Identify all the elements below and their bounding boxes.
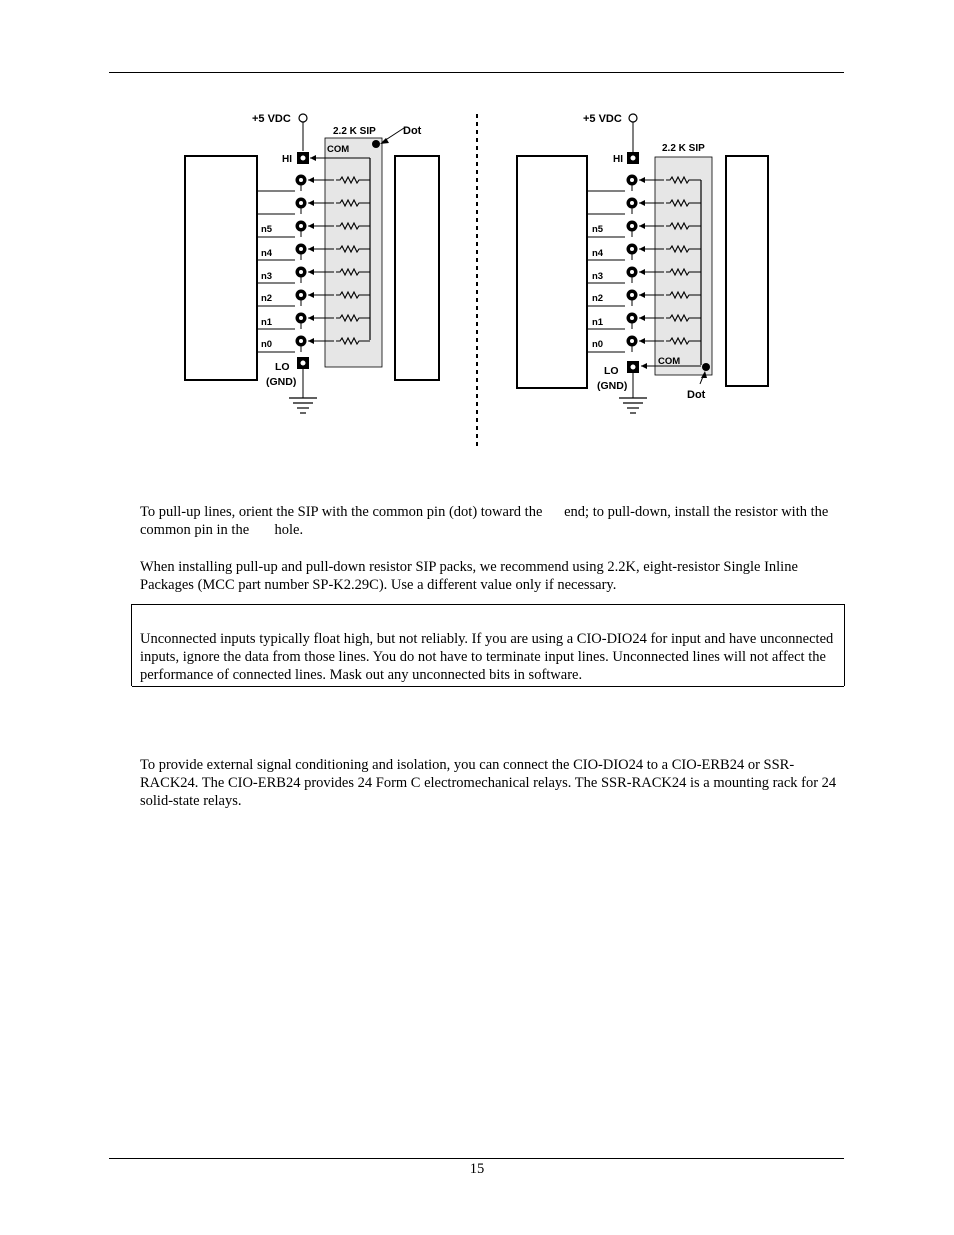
pull-up-instructions: To pull-up lines, orient the SIP with the common pin (dot) toward the end; to pull-down, install the resistor with the common pin in the hole. [140,504,832,538]
left-pin-n1: n1 [261,317,273,328]
right-sip-label: 2.2 K SIP [662,143,705,154]
right-pin-n1: n1 [592,317,604,328]
right-gnd-label: (GND) [597,380,628,392]
left-pin-n3: n3 [261,271,273,282]
sip-diagram [0,0,954,460]
left-pin-n4: n4 [261,248,273,259]
left-gnd-label: (GND) [266,376,297,388]
left-pin-n2: n2 [261,293,273,304]
note-text: Unconnected inputs typically float high, but not reliably. If you are using a CIO-DIO24 for input and have unconnected inputs, ignore the data from those lines. You do not have to terminate input lines. Unconnected lines will not affect the performance of connected lines. Mask out any unconnected bits in software. [140,631,834,683]
left-dot-label: Dot [403,125,422,137]
right-pin-n3: n3 [592,271,604,282]
pull-up-diagram [185,113,439,413]
left-pin-n0: n0 [261,339,273,350]
left-sip-label: 2.2 K SIP [333,126,376,137]
left-com-label: COM [327,144,350,155]
signal-conditioning-text: To provide external signal conditioning and isolation, you can connect the CIO-DIO24 to a CIO-ERB24 or SSR-RACK24. The CIO-ERB24 provides 24 Form C electromechanical relays. The SSR-RACK24 is a mounting rack for 24 solid-state relays. [140,757,837,809]
right-pin-n0: n0 [592,339,604,350]
left-pin-n5: n5 [261,224,273,235]
page-number: 15 [469,1161,485,1177]
left-vdc-label: +5 VDC [252,113,291,125]
right-pin-n4: n4 [592,248,604,259]
footer-rule [109,1158,844,1159]
sip-recommendation: When installing pull-up and pull-down resistor SIP packs, we recommend using 2.2K, eight-resistor Single Inline Packages (MCC part number SP-K2.29C). Use a different value only if necessary. [140,559,798,593]
pull-down-diagram [517,113,768,413]
note-box-bottom-rule [132,686,844,687]
right-com-label: COM [658,356,681,367]
right-dot-label: Dot [687,389,706,401]
left-lo-label: LO [275,361,290,373]
right-hi-label: HI [613,154,623,165]
right-pin-n2: n2 [592,293,604,304]
right-lo-label: LO [604,365,619,377]
left-hi-label: HI [282,154,292,165]
right-vdc-label: +5 VDC [583,113,622,125]
right-pin-n5: n5 [592,224,604,235]
